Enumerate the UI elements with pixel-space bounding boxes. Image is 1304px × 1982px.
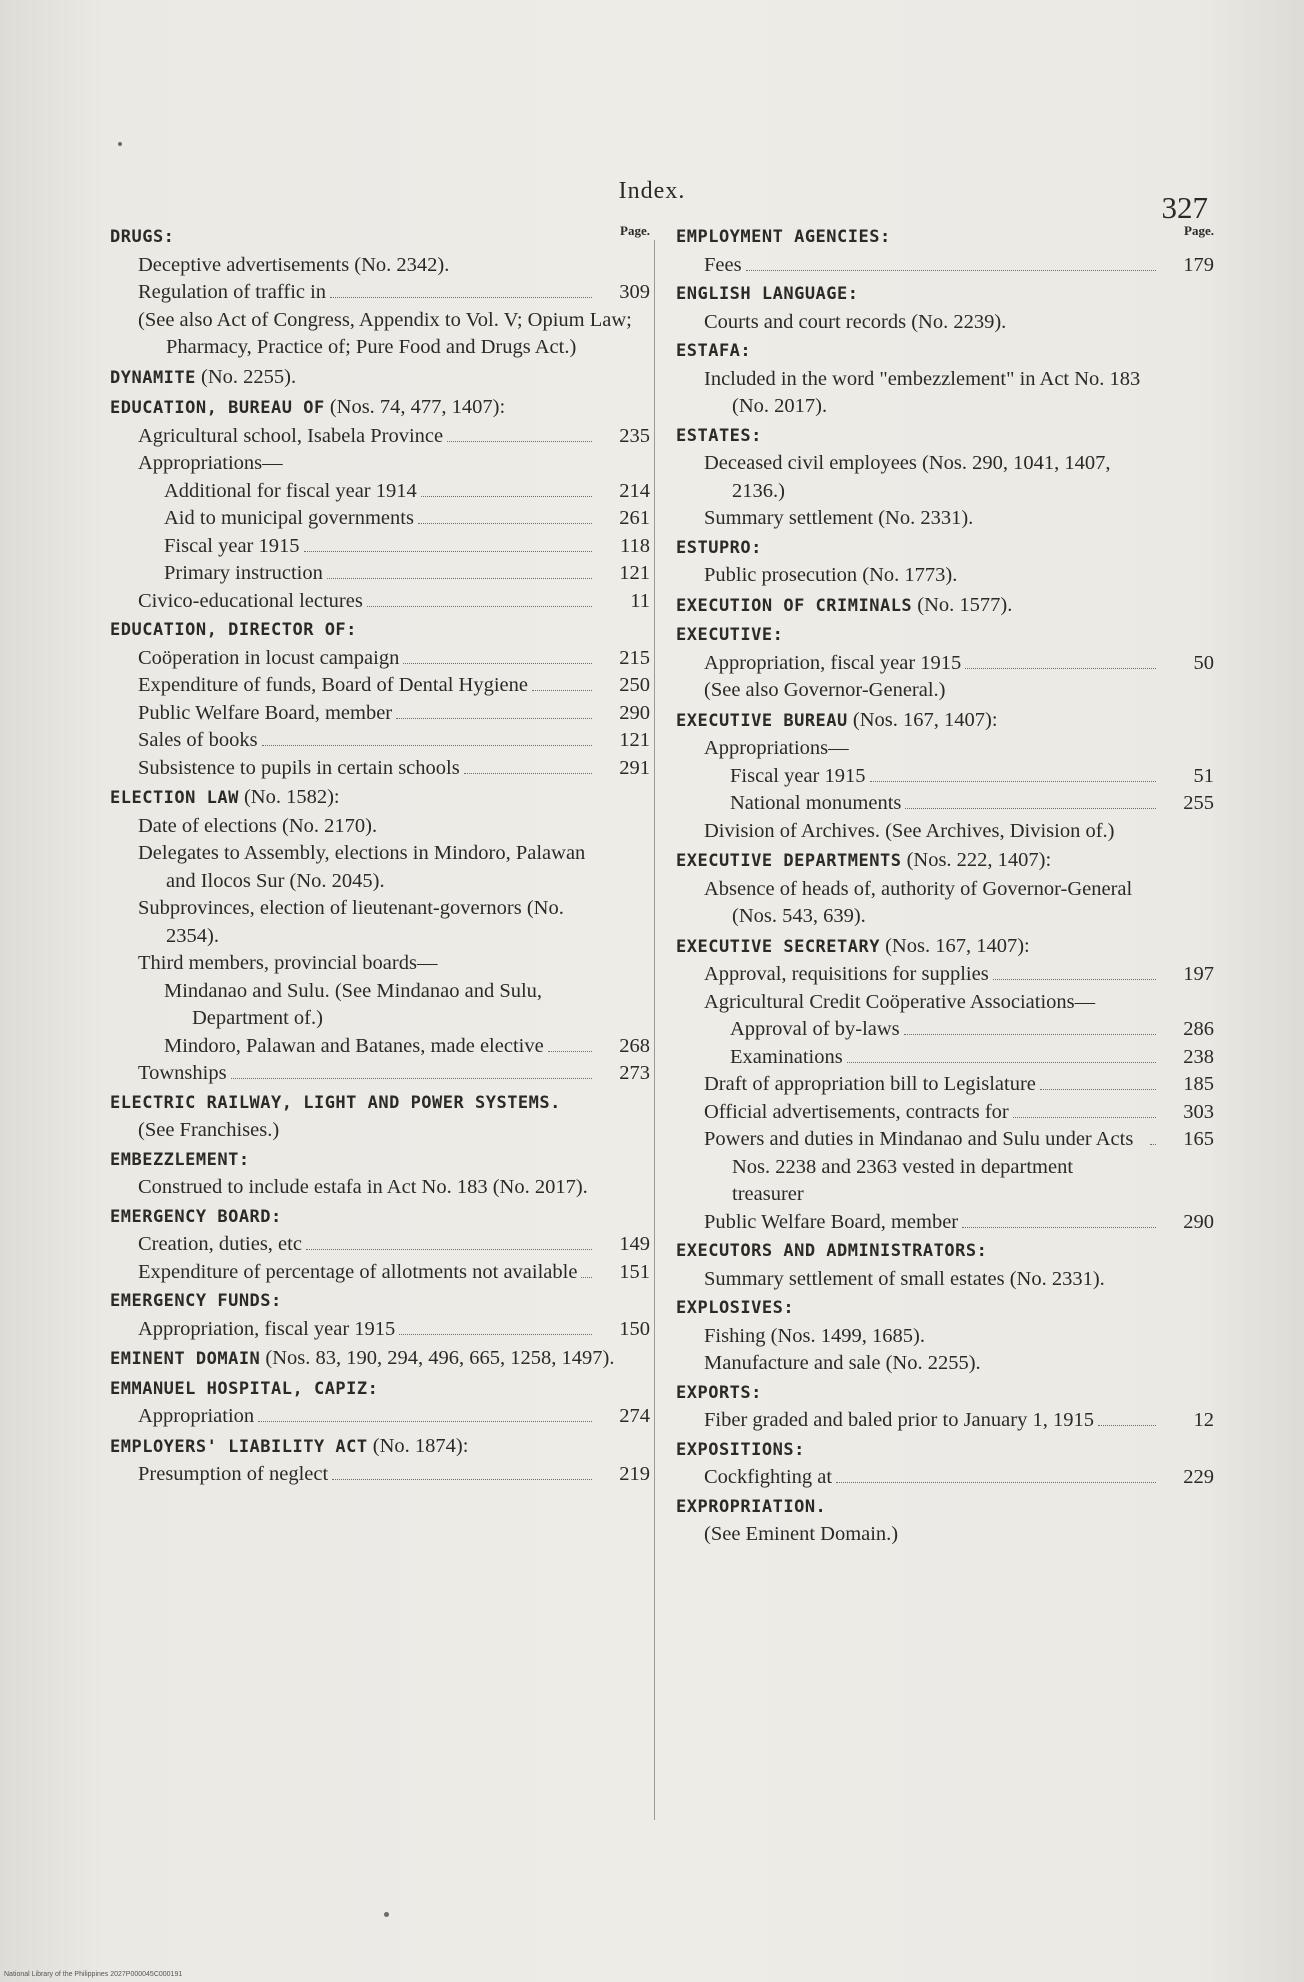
index-heading (676, 1295, 1214, 1323)
index-subentry (110, 1259, 650, 1287)
index-heading (110, 224, 650, 252)
dot-leader (418, 523, 592, 524)
index-subentry (676, 1323, 1214, 1351)
dot-leader (1098, 1425, 1156, 1426)
index-subentry (110, 1231, 650, 1259)
page-reference: 235 (619, 424, 650, 447)
page-reference: 150 (619, 1317, 650, 1340)
index-subentry (110, 700, 650, 728)
page-reference: 185 (1183, 1073, 1214, 1095)
left-column (110, 222, 650, 1489)
index-heading (676, 1437, 1214, 1465)
heading-term: EMPLOYMENT AGENCIES: (676, 227, 891, 247)
heading-term: EXPROPRIATION. (676, 1496, 827, 1517)
heading-term: DRUGS: (110, 227, 175, 247)
index-subentry (676, 505, 1214, 533)
index-heading (676, 592, 1214, 621)
index-heading (676, 933, 1214, 962)
dot-leader (258, 1421, 592, 1422)
index-subentry (110, 895, 650, 950)
index-subentry (676, 1099, 1214, 1127)
page-reference: 261 (619, 507, 650, 529)
subentry-text: Summary settlement of small estates (No. 2331). (704, 1267, 1105, 1290)
heading-term: EXECUTIVE BUREAU (676, 710, 848, 731)
index-subentry (676, 366, 1214, 421)
index-subentry-nested (110, 505, 650, 533)
page-reference: 151 (619, 1260, 650, 1283)
subentry-text: Subprovinces, election of lieutenant-governors (No. 2354). (138, 897, 564, 947)
subentry-text: Townships (138, 1062, 227, 1084)
subentry-text: Deceptive advertisements (No. 2342). (138, 253, 450, 276)
dot-leader (464, 773, 592, 774)
subentry-text: Appropriation (138, 1405, 255, 1427)
heading-term: EMERGENCY FUNDS: (110, 1291, 282, 1311)
subentry-text: Mindanao and Sulu. (See Mindanao and Sulu, Department of.) (164, 979, 543, 1029)
index-subentry (676, 818, 1214, 846)
index-heading (676, 338, 1214, 366)
index-subentry (676, 961, 1214, 989)
subentry-text: Expenditure of funds, Board of Dental Hygiene (138, 674, 528, 696)
right-entries (676, 224, 1214, 1549)
subentry-text: Draft of appropriation bill to Legislature (704, 1073, 1036, 1095)
subentry-text: Sales of books (138, 729, 258, 751)
index-heading (676, 281, 1214, 309)
page-reference: 121 (619, 729, 650, 751)
index-heading (676, 423, 1214, 451)
index-subentry (110, 950, 650, 978)
index-heading (676, 535, 1214, 563)
page-reference: 219 (619, 1463, 650, 1485)
dot-leader (847, 1062, 1156, 1063)
index-heading (110, 1090, 650, 1118)
index-heading (110, 1204, 650, 1232)
heading-term: ESTUPRO: (676, 537, 762, 558)
index-heading (110, 1147, 650, 1175)
index-heading (676, 847, 1214, 876)
index-subentry-nested (110, 560, 650, 588)
subentry-text: Subsistence to pupils in certain schools (138, 756, 460, 779)
heading-term: EMMANUEL HOSPITAL, CAPIZ: (110, 1378, 379, 1399)
subentry-text: Public prosecution (No. 1773). (704, 564, 958, 586)
subentry-text: Appropriation, fiscal year 1915 (704, 651, 962, 674)
index-subentry (676, 650, 1214, 678)
page-reference: 255 (1183, 792, 1214, 814)
scan-credit: National Library of the Philippines 2027P000045C000191 (4, 1971, 183, 1978)
subentry-text: Fiber graded and baled prior to January 1, 1915 (704, 1409, 1094, 1431)
index-subentry (676, 1126, 1214, 1209)
page-reference: 12 (1193, 1409, 1214, 1431)
index-heading (110, 617, 650, 645)
page-reference: 165 (1183, 1128, 1214, 1150)
index-heading (676, 224, 1214, 252)
subentry-text: Courts and court records (No. 2239). (704, 310, 1007, 333)
dot-leader (993, 979, 1156, 980)
heading-reference: (No. 1874): (367, 1434, 469, 1457)
heading-term: EMERGENCY BOARD: (110, 1206, 282, 1227)
index-subentry (676, 735, 1214, 763)
index-subentry (110, 755, 650, 783)
index-subentry (110, 1403, 650, 1431)
dot-leader (447, 441, 592, 442)
subentry-text: Summary settlement (No. 2331). (704, 507, 974, 529)
subentry-text: Absence of heads of, authority of Governor-General (Nos. 543, 639). (704, 877, 1133, 927)
index-subentry-nested (676, 1044, 1214, 1072)
subentry-text: Fiscal year 1915 (164, 534, 300, 557)
subentry-text: Mindoro, Palawan and Batanes, made elective (164, 1034, 544, 1057)
dot-leader (231, 1078, 592, 1079)
index-subentry (676, 562, 1214, 590)
page-reference: 286 (1183, 1018, 1214, 1040)
subentry-text: Delegates to Assembly, elections in Mindoro, Palawan and Ilocos Sur (No. 2045). (138, 842, 586, 892)
heading-reference: (No. 1577). (912, 593, 1013, 616)
page-number: 327 (1161, 190, 1208, 225)
page-reference: 303 (1183, 1100, 1214, 1123)
subentry-text: Fishing (Nos. 1499, 1685). (704, 1324, 925, 1347)
subentry-text: Aid to municipal governments (164, 507, 414, 529)
index-subentry (676, 1209, 1214, 1237)
index-heading (110, 1376, 650, 1404)
subentry-text: Fees (704, 253, 742, 276)
dot-leader (396, 718, 592, 719)
page-reference: 309 (619, 281, 650, 303)
heading-term: DYNAMITE (110, 367, 196, 388)
index-subentry (676, 1266, 1214, 1294)
dot-leader (746, 270, 1156, 271)
heading-term: EMPLOYERS' LIABILITY ACT (110, 1436, 368, 1457)
heading-term: EXECUTIVE SECRETARY (676, 936, 880, 957)
heading-term: EDUCATION, DIRECTOR OF: (110, 620, 357, 640)
page-reference: 51 (1193, 764, 1214, 787)
page-reference: 268 (619, 1034, 650, 1057)
index-subentry (676, 252, 1214, 280)
index-subentry (110, 645, 650, 673)
subentry-text: Public Welfare Board, member (138, 701, 393, 724)
subentry-text: Creation, duties, etc (138, 1233, 302, 1255)
index-subentry (110, 1174, 650, 1202)
dot-leader (330, 297, 592, 298)
subentry-text: Powers and duties in Mindanao and Sulu under Acts Nos. 2238 and 2363 vested in department treasurer (704, 1128, 1134, 1205)
heading-term: EXPOSITIONS: (676, 1439, 805, 1460)
page-reference: 214 (619, 479, 650, 502)
paper-speck (384, 1912, 389, 1917)
left-entries (110, 224, 650, 1489)
page-reference: 215 (619, 646, 650, 669)
heading-reference: (Nos. 167, 1407): (847, 708, 998, 731)
index-subentry-nested (676, 763, 1214, 791)
heading-reference: (No. 2255). (195, 365, 297, 388)
index-subentry (676, 1464, 1214, 1492)
index-heading (676, 1494, 1214, 1522)
index-heading (110, 364, 650, 393)
index-subentry-nested (676, 790, 1214, 818)
heading-term: ESTATES: (676, 425, 762, 446)
page-reference: 290 (1183, 1210, 1214, 1233)
dot-leader (904, 1034, 1156, 1035)
index-heading (676, 1238, 1214, 1266)
dot-leader (870, 781, 1157, 782)
heading-term: EMBEZZLEMENT: (110, 1149, 250, 1170)
index-subentry (110, 672, 650, 700)
subentry-text: Regulation of traffic in (138, 281, 327, 303)
heading-reference: (No. 1582): (238, 786, 340, 808)
page-reference: 273 (619, 1062, 650, 1084)
page-reference: 291 (619, 756, 650, 779)
subentry-text: Coöperation in locust campaign (138, 646, 400, 669)
index-subentry (110, 1060, 650, 1088)
right-column (676, 222, 1214, 1549)
page-reference: 274 (619, 1405, 650, 1427)
page-reference: 229 (1183, 1466, 1214, 1488)
index-subentry (110, 813, 650, 841)
subentry-text: Included in the word "embezzlement" in Act No. 183 (No. 2017). (704, 367, 1141, 417)
subentry-text: Civico-educational lectures (138, 589, 363, 612)
page-reference: 179 (1183, 253, 1214, 276)
subentry-text: Third members, provincial boards— (138, 952, 438, 974)
page-reference: 11 (630, 589, 650, 612)
heading-reference: (Nos. 167, 1407): (879, 934, 1030, 957)
heading-term: EXECUTION OF CRIMINALS (676, 595, 913, 616)
heading-term: EXECUTIVE: (676, 625, 784, 645)
subentry-text: Appropriations— (704, 737, 849, 759)
see-also-note: (See Eminent Domain.) (704, 1523, 899, 1545)
index-subentry (110, 423, 650, 451)
index-heading (676, 707, 1214, 736)
subentry-text: Approval of by-laws (730, 1018, 900, 1040)
index-subentry (110, 840, 650, 895)
heading-reference: (Nos. 222, 1407): (901, 849, 1052, 871)
index-subentry (676, 1350, 1214, 1378)
index-subentry (676, 450, 1214, 505)
dot-leader (962, 1227, 1156, 1228)
index-subentry (110, 588, 650, 616)
index-subentry (110, 1461, 650, 1489)
subentry-text: Public Welfare Board, member (704, 1210, 959, 1233)
subentry-text: Agricultural Credit Coöperative Associations— (704, 990, 1096, 1013)
index-subentry-nested (676, 1016, 1214, 1044)
subentry-text: Appropriations— (138, 452, 283, 474)
index-heading (110, 1288, 650, 1316)
dot-leader (399, 1334, 592, 1335)
dot-leader (1040, 1089, 1156, 1090)
subentry-text: Expenditure of percentage of allotments not available (138, 1260, 578, 1283)
dot-leader (548, 1051, 592, 1052)
index-subentry-nested (110, 478, 650, 506)
index-subentry (676, 876, 1214, 931)
index-subentry-nested (110, 978, 650, 1033)
dot-leader (367, 606, 592, 607)
page-reference: 149 (619, 1233, 650, 1255)
subentry-text: Agricultural school, Isabela Province (138, 424, 444, 447)
heading-term: EXECUTIVE DEPARTMENTS (676, 851, 902, 871)
page-column-label: Page. (620, 223, 650, 238)
dot-leader (421, 496, 592, 497)
dot-leader (836, 1482, 1156, 1483)
dot-leader (332, 1479, 592, 1480)
column-divider (654, 240, 655, 1820)
subentry-text: Fiscal year 1915 (730, 764, 866, 787)
heading-term: EXPORTS: (676, 1382, 762, 1403)
subentry-text: Appropriation, fiscal year 1915 (138, 1317, 396, 1340)
dot-leader (1013, 1117, 1156, 1118)
page-reference: 50 (1193, 651, 1214, 674)
heading-term: ELECTION LAW (110, 788, 239, 808)
running-head: Index. (618, 178, 686, 204)
page-reference: 290 (619, 701, 650, 724)
heading-term: ESTAFA: (676, 341, 752, 361)
page-reference: 238 (1183, 1045, 1214, 1068)
heading-reference: (Nos. 74, 477, 1407): (324, 396, 506, 418)
index-subentry-nested (110, 1033, 650, 1061)
index-heading (676, 1380, 1214, 1408)
index-subentry (676, 989, 1214, 1017)
index-heading (110, 1345, 650, 1374)
subentry-text: Additional for fiscal year 1914 (164, 479, 417, 502)
page-reference: 121 (619, 562, 650, 584)
subentry-text: Approval, requisitions for supplies (704, 963, 989, 985)
heading-term: EDUCATION, BUREAU OF (110, 398, 325, 418)
index-subentry (676, 309, 1214, 337)
index-subentry (110, 1316, 650, 1344)
index-heading (110, 394, 650, 423)
index-subentry (110, 450, 650, 478)
subentry-text: Examinations (730, 1045, 843, 1068)
subentry-text: Date of elections (No. 2170). (138, 814, 378, 837)
subentry-text: Division of Archives. (See Archives, Division of.) (704, 819, 1115, 842)
index-subentry (110, 279, 650, 307)
index-heading (110, 1433, 650, 1462)
dot-leader (532, 690, 592, 691)
paper-speck (118, 142, 122, 146)
heading-term: EXECUTORS AND ADMINISTRATORS: (676, 1241, 988, 1261)
page-reference: 250 (619, 674, 650, 696)
dot-leader (262, 745, 592, 746)
dot-leader (1150, 1144, 1156, 1145)
subentry-text: Presumption of neglect (138, 1463, 329, 1485)
see-also-note: (See also Act of Congress, Appendix to Vol. V; Opium Law; Pharmacy, Practice of; Pure Food and Drugs Act.) (138, 308, 632, 358)
page-column-label: Page. (1184, 223, 1214, 238)
subentry-text: (See also Governor-General.) (704, 679, 946, 701)
subentry-text: Manufacture and sale (No. 2255). (704, 1352, 981, 1374)
dot-leader (905, 808, 1156, 809)
dot-leader (965, 668, 1156, 669)
subentry-text: Construed to include estafa in Act No. 183 (No. 2017). (138, 1176, 588, 1198)
subentry-text: Deceased civil employees (Nos. 290, 1041, 1407, 2136.) (704, 452, 1111, 502)
index-subentry-nested (110, 533, 650, 561)
index-subentry (110, 252, 650, 280)
dot-leader (327, 578, 592, 579)
dot-leader (403, 663, 592, 664)
dot-leader (304, 551, 593, 552)
index-heading (676, 622, 1214, 650)
heading-reference: (Nos. 83, 190, 294, 496, 665, 1258, 1497). (260, 1347, 615, 1369)
subentry-text: Cockfighting at (704, 1466, 833, 1488)
index-subentry (676, 1407, 1214, 1435)
index-heading (110, 784, 650, 813)
index-subentry (676, 1071, 1214, 1099)
dot-leader (306, 1249, 592, 1250)
subentry-text: Primary instruction (164, 562, 323, 584)
index-subentry (676, 677, 1214, 705)
heading-term: EXPLOSIVES: (676, 1298, 795, 1318)
page-reference: 118 (620, 534, 650, 557)
page-reference: 197 (1183, 963, 1214, 985)
subentry-text: National monuments (730, 792, 902, 814)
index-subentry (110, 727, 650, 755)
heading-term: EMINENT DOMAIN (110, 1349, 261, 1369)
see-also-note: (See Franchises.) (138, 1119, 280, 1141)
heading-term: ENGLISH LANGUAGE: (676, 284, 859, 304)
dot-leader (581, 1277, 592, 1278)
subentry-text: Official advertisements, contracts for (704, 1100, 1009, 1123)
heading-term: ELECTRIC RAILWAY, LIGHT AND POWER SYSTEMS. (110, 1092, 561, 1113)
